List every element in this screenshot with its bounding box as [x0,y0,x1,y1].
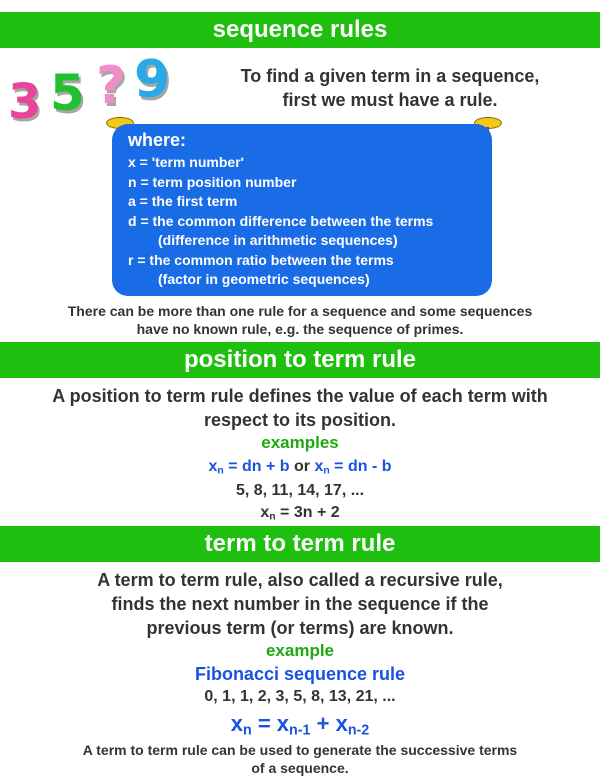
deco-question-mark: ? [96,56,127,116]
definition-d: d = the common difference between the terms [128,212,434,229]
note-line-1: There can be more than one rule for a sequence and some sequences [67,303,533,319]
where-heading: where: [128,130,187,150]
fibonacci-sequence: 0, 1, 1, 2, 3, 5, 8, 13, 21, ... [204,688,396,705]
formula-x1: x [230,711,243,736]
formula-x: x [260,504,270,521]
position-sequence: 5, 8, 11, 14, 17, ... [235,482,365,499]
definition-r-note: (factor in geometric sequences) [158,271,370,287]
rule-b-x: x [314,458,324,475]
fibonacci-formula [0,710,600,745]
formula-sub: n [269,511,276,523]
definition-a: a = the first term [128,193,238,209]
or-word: or [289,458,315,475]
deco-digit-5: 5 [50,64,85,122]
where-definitions-panel [112,124,492,296]
formula-x2: x [276,711,290,736]
intro-line-2: first we must have a rule. [282,90,498,110]
banner-title: position to term rule [183,346,416,373]
examples-label: examples [261,433,339,452]
formula-sub3: n-2 [347,722,370,739]
term-description [0,568,600,640]
term-desc-line-1: A term to term rule, also called a recursive rule, [97,570,503,590]
position-rule-line [0,456,600,483]
definition-n: n = term position number [128,173,297,190]
footer-line-2: of a sequence. [251,760,349,776]
note-text [0,302,600,338]
banner-title: term to term rule [204,530,396,557]
deco-digit-9: 9 [134,50,171,110]
intro-text [180,64,600,112]
position-to-term-banner [0,342,600,378]
fibonacci-rule-name: Fibonacci sequence rule [194,664,406,684]
formula-plus: + [310,711,336,736]
position-description [0,384,600,432]
position-formula [0,502,600,529]
formula-equals: = [251,711,277,736]
rule-b-sub: n [323,465,330,477]
definition-d-note: (difference in arithmetic sequences) [158,232,398,248]
sequence-rules-banner [0,12,600,48]
rule-a-x: x [208,458,218,475]
rule-b-rest: = dn - b [329,458,392,475]
term-to-term-banner [0,526,600,562]
position-desc-line-1: A position to term rule defines the value of each term with [52,386,548,406]
rule-a-sub: n [217,465,224,477]
note-line-2: have no known rule, e.g. the sequence of primes. [136,321,464,337]
definition-x: x = 'term number' [128,154,244,170]
formula-sub1: n [242,722,252,739]
intro-line-1: To find a given term in a sequence, [240,66,540,86]
term-desc-line-3: previous term (or terms) are known. [146,618,454,638]
example-label: example [265,641,335,660]
rule-a-rest: = dn + b [223,458,290,475]
position-desc-line-2: respect to its position. [203,410,397,430]
term-desc-line-2: finds the next number in the sequence if the [111,594,489,614]
deco-digit-3: 3 [8,74,42,130]
definition-r: r = the common ratio between the terms [128,251,394,268]
term-footer [0,741,600,777]
formula-x3: x [335,711,348,736]
formula-rest: = 3n + 2 [275,504,340,521]
footer-line-1: A term to term rule can be used to generate the successive terms [82,742,518,758]
banner-title: sequence rules [212,16,388,43]
formula-sub2: n-1 [289,722,311,739]
